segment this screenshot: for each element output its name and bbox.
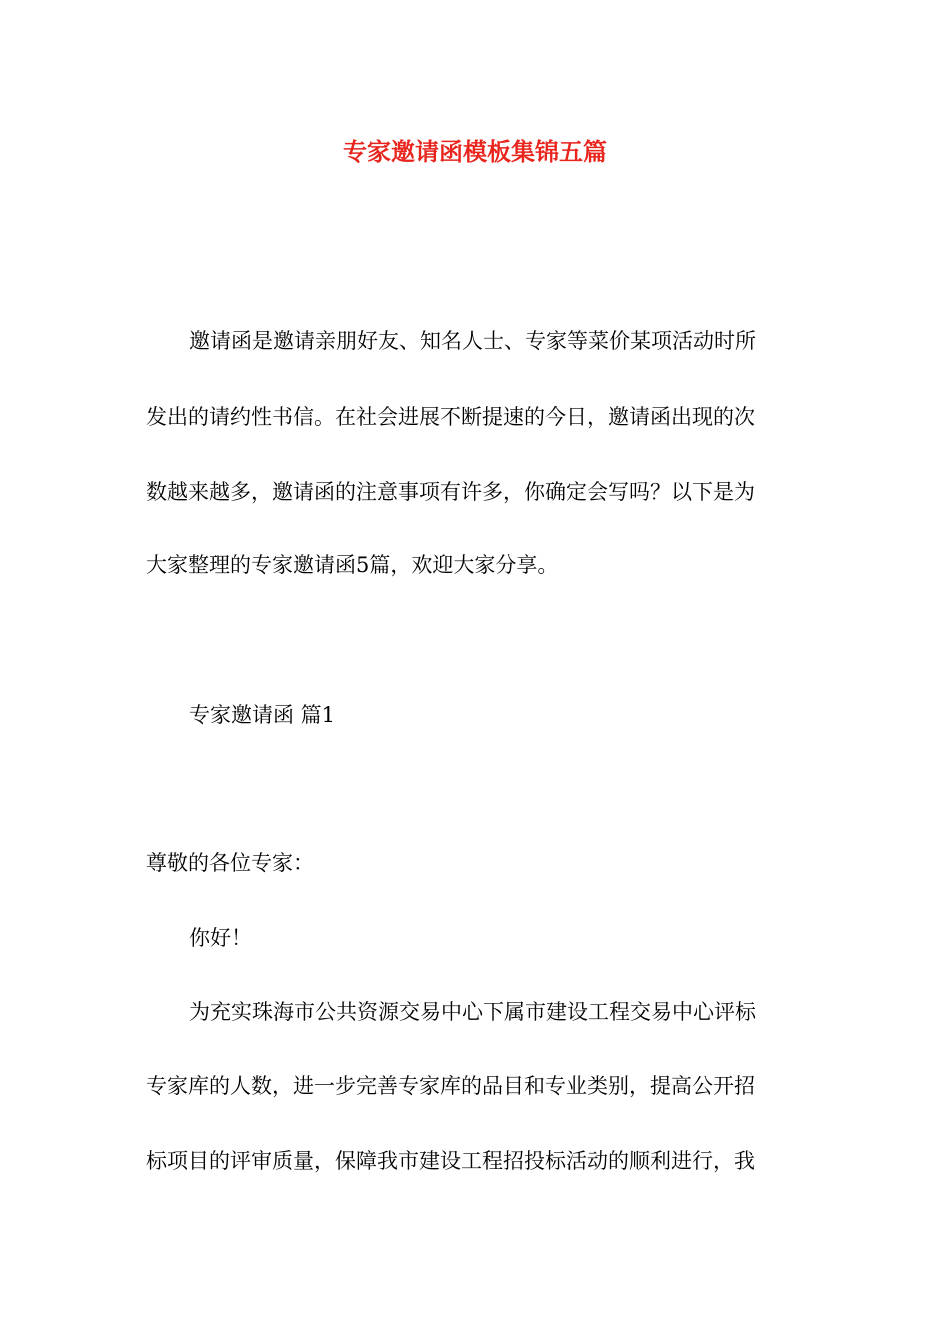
body-line-1: 为充实珠海市公共资源交易中心下属市建设工程交易中心评标 (189, 1000, 756, 1024)
intro-line-1: 邀请函是邀请亲朋好友、知名人士、专家等菜价某项活动时所 (189, 329, 756, 353)
intro-line-4: 大家整理的专家邀请函5篇，欢迎大家分享。 (146, 553, 559, 577)
document-title: 专家邀请函模板集锦五篇 (343, 137, 607, 166)
intro-line-2: 发出的请约性书信。在社会进展不断提速的今日，邀请函出现的次 (146, 405, 755, 429)
body-line-3: 标项目的评审质量，保障我市建设工程招投标活动的顺利进行，我 (146, 1149, 755, 1173)
section-heading: 专家邀请函 篇1 (189, 703, 336, 727)
body-line-2: 专家库的人数，进一步完善专家库的品目和专业类别，提高公开招 (146, 1074, 755, 1098)
salutation: 尊敬的各位专家： (146, 851, 314, 875)
intro-line-3: 数越来越多，邀请函的注意事项有许多，你确定会写吗？以下是为 (146, 480, 755, 504)
greeting: 你好！ (189, 926, 252, 950)
